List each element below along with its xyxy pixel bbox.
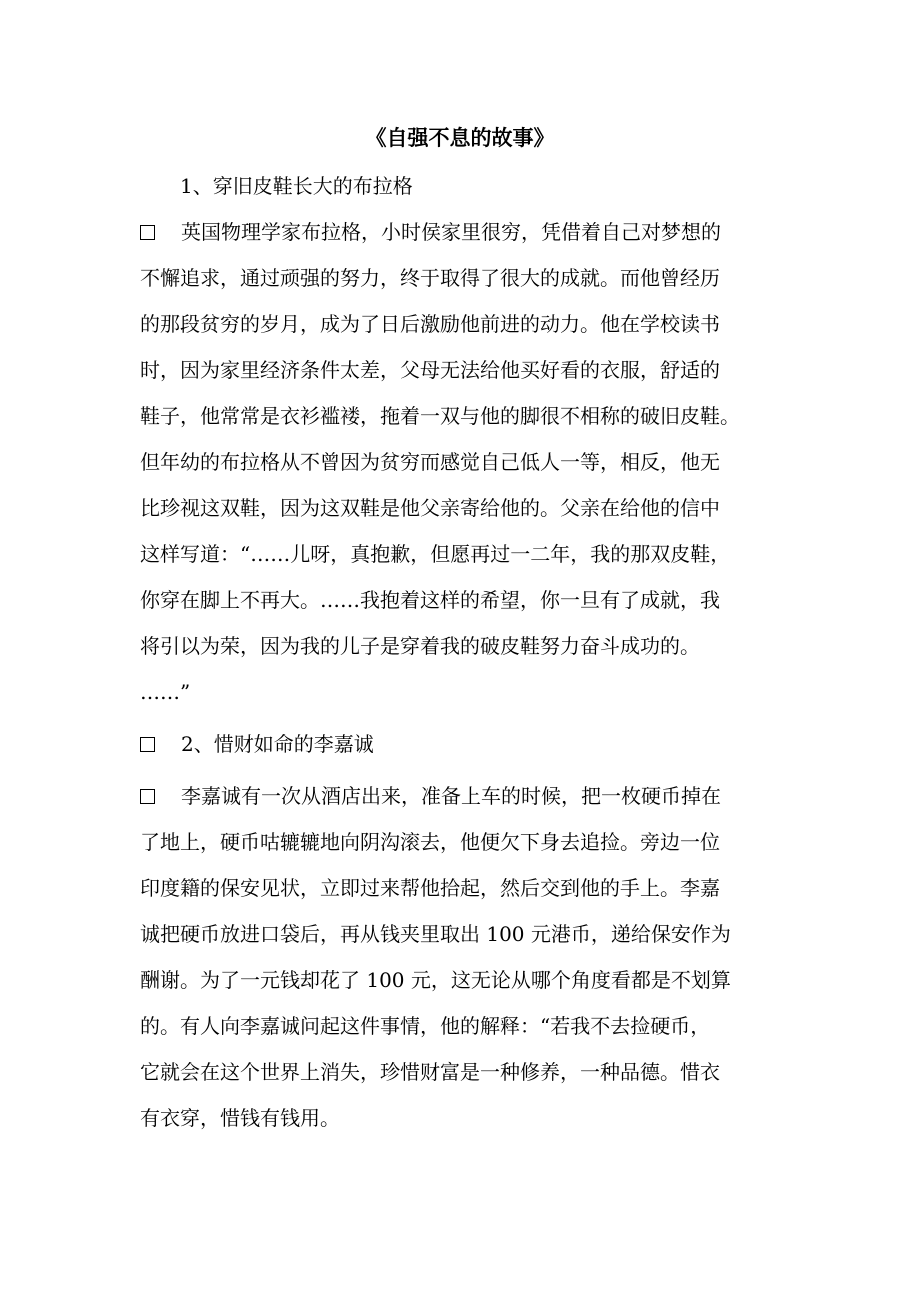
document-title: 《自强不息的故事》 [365,125,555,150]
paragraph-2-line-4: 诚把硬币放进口袋后，再从钱夹里取出 100 元港币，递给保安作为 [140,922,731,946]
paragraph-1-line-10: 将引以为荣，因为我的儿子是穿着我的破皮鞋努力奋斗成功的。 [140,634,700,658]
paragraph-2-line-5: 酬谢。为了一元钱却花了 100 元，这无论从哪个角度看都是不划算 [140,968,731,992]
paragraph-1-text: 英国物理学家布拉格，小时侯家里很穷，凭借着自己对梦想的 [181,220,721,244]
paragraph-1-line-9: 你穿在脚上不再大。……我抱着这样的希望，你一旦有了成就，我 [140,588,720,612]
paragraph-1-line-3: 的那段贫穷的岁月，成为了日后激励他前进的动力。他在学校读书 [140,312,720,336]
checkbox-glyph-icon [140,737,155,752]
checkbox-glyph-icon [140,225,155,240]
paragraph-1-line-6: 但年幼的布拉格从不曾因为贫穷而感觉自己低人一等，相反，他无 [140,450,720,474]
section-heading-2-line [140,724,374,764]
paragraph-1-line-7: 比珍视这双鞋，因为这双鞋是他父亲寄给他的。父亲在给他的信中 [140,496,720,520]
section-heading-1: 1、穿旧皮鞋长大的布拉格 [180,174,413,198]
paragraph-2-line-1 [140,776,721,816]
paragraph-2-line-3: 印度籍的保安见状，立即过来帮他拾起，然后交到他的手上。李嘉 [140,876,720,900]
section-heading-2: 2、惜财如命的李嘉诚 [181,732,374,756]
paragraph-2-line-6: 的。有人向李嘉诚问起这件事情，他的解释：“若我不去捡硬币， [140,1014,711,1038]
paragraph-1-line-2: 不懈追求，通过顽强的努力，终于取得了很大的成就。而他曾经历 [140,266,720,290]
paragraph-2-text: 李嘉诚有一次从酒店出来，准备上车的时候，把一枚硬币掉在 [181,784,721,808]
paragraph-2-line-2: 了地上，硬币咕辘辘地向阴沟滚去，他便欠下身去追捡。旁边一位 [140,830,720,854]
checkbox-glyph-icon [140,789,155,804]
paragraph-1-line-4: 时，因为家里经济条件太差，父母无法给他买好看的衣服，舒适的 [140,358,720,382]
paragraph-1-line-1 [140,212,721,252]
paragraph-1-line-5: 鞋子，他常常是衣衫褴褛，拖着一双与他的脚很不相称的破旧皮鞋。 [140,404,740,428]
paragraph-2-line-7: 它就会在这个世界上消失，珍惜财富是一种修养，一种品德。惜衣 [140,1060,720,1084]
paragraph-1-line-11: ……” [140,680,191,704]
paragraph-1-line-8: 这样写道：“……儿呀，真抱歉，但愿再过一二年，我的那双皮鞋， [140,542,731,566]
paragraph-2-line-8: 有衣穿，惜钱有钱用。 [140,1106,340,1130]
